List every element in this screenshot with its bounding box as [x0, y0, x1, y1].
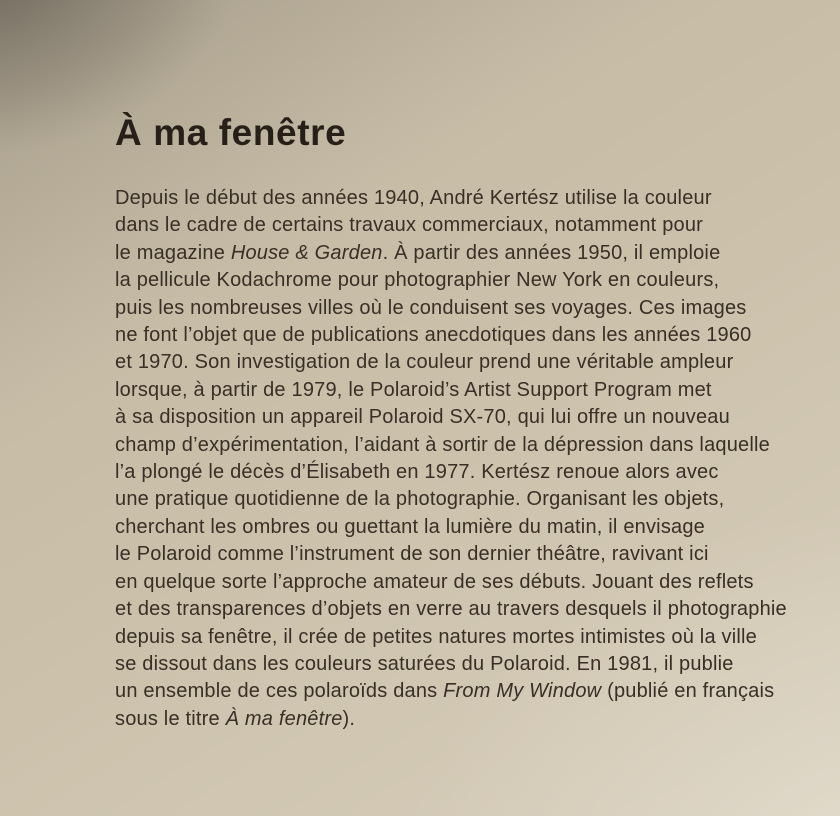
text-segment: cherchant les ombres ou guettant la lumière du matin, il envisage	[115, 515, 705, 538]
text-line	[115, 240, 840, 267]
text-line	[115, 295, 840, 322]
text-segment: lorsque, à partir de 1979, le Polaroid’s Artist Support Program met	[115, 378, 712, 401]
text-line	[115, 459, 840, 486]
text-line	[115, 678, 840, 705]
text-segment: puis les nombreuses villes où le conduisent ses voyages. Ces images	[115, 296, 747, 319]
text-segment: le magazine	[115, 241, 231, 264]
text-line	[115, 651, 840, 678]
text-segment: en quelque sorte l’approche amateur de ses débuts. Jouant des reflets	[115, 570, 754, 593]
text-line	[115, 596, 840, 623]
text-segment: (publié en français	[601, 680, 775, 703]
text-line	[115, 349, 840, 376]
text-line	[115, 404, 840, 431]
text-segment: ).	[342, 707, 356, 730]
text-segment: . À partir des années 1950, il emploie	[382, 241, 721, 264]
panel-paragraph	[115, 185, 840, 733]
text-segment: à sa disposition un appareil Polaroid SX-70, qui lui offre un nouveau	[115, 406, 730, 429]
text-segment: et 1970. Son investigation de la couleur prend une véritable ampleur	[115, 351, 734, 374]
italic-text: House & Garden	[230, 241, 383, 264]
italic-text: From My Window	[443, 680, 602, 703]
text-line	[115, 486, 840, 513]
text-line	[115, 624, 840, 651]
text-segment: l’a plongé le décès d’Élisabeth en 1977. Kertész renoue alors avec	[115, 461, 719, 484]
text-segment: se dissout dans les couleurs saturées du Polaroid. En 1981, il publie	[115, 652, 734, 675]
text-line	[115, 322, 840, 349]
text-segment: Depuis le début des années 1940, André Kertész utilise la couleur	[115, 187, 712, 209]
panel-title: À ma fenêtre	[115, 112, 347, 153]
text-segment: le Polaroid comme l’instrument de son dernier théâtre, ravivant ici	[115, 543, 709, 566]
text-line	[115, 267, 840, 294]
text-segment: ne font l’objet que de publications anecdotiques dans les années 1960	[115, 324, 752, 347]
text-line	[115, 377, 840, 404]
text-line	[115, 706, 840, 733]
text-segment: la pellicule Kodachrome pour photographier New York en couleurs,	[115, 269, 720, 292]
text-line	[115, 185, 840, 212]
text-segment: champ d’expérimentation, l’aidant à sortir de la dépression dans laquelle	[115, 433, 770, 456]
text-segment: depuis sa fenêtre, il crée de petites natures mortes intimistes où la ville	[115, 625, 757, 648]
text-segment: une pratique quotidienne de la photographie. Organisant les objets,	[115, 488, 725, 511]
text-line	[115, 432, 840, 459]
text-segment: dans le cadre de certains travaux commerciaux, notamment pour	[115, 214, 704, 237]
text-line	[115, 541, 840, 568]
text-line	[115, 514, 840, 541]
text-segment: sous le titre	[115, 707, 226, 730]
text-segment: et des transparences d’objets en verre au travers desquels il photographie	[115, 598, 787, 621]
text-segment: un ensemble de ces polaroïds dans	[115, 680, 444, 703]
text-line	[115, 569, 840, 596]
text-line	[115, 212, 840, 239]
italic-text: À ma fenêtre	[225, 707, 343, 730]
